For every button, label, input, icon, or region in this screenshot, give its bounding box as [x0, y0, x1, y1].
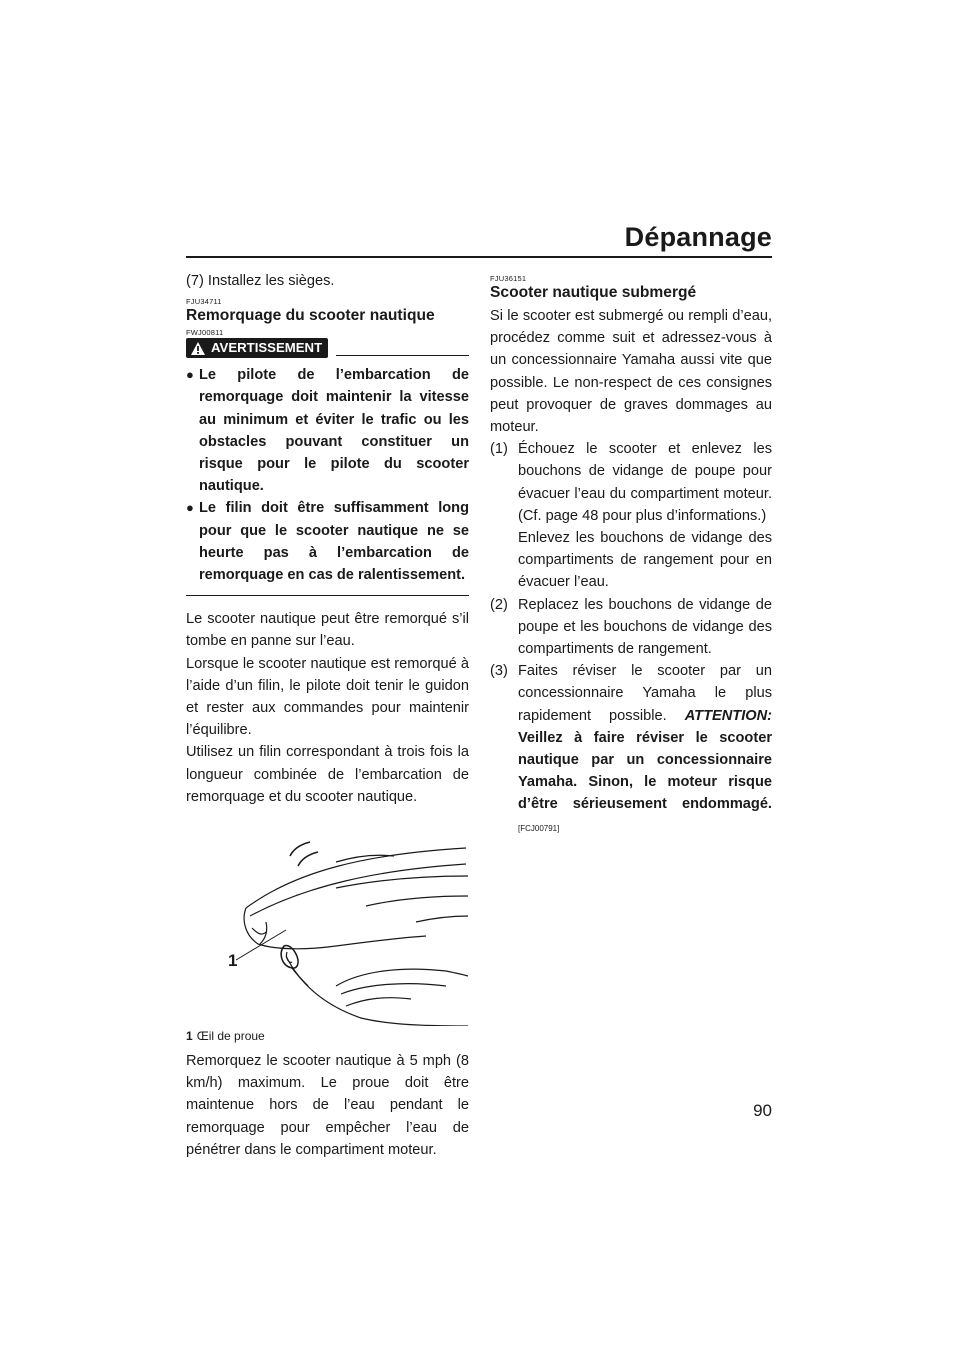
section-code: FJU34711	[186, 297, 222, 307]
step-item	[490, 438, 772, 593]
warning-item	[186, 497, 469, 586]
right-column	[490, 270, 772, 840]
step-7: (7) Installez les sièges.	[186, 273, 335, 289]
reference-code: [FCJ00791]	[518, 823, 560, 833]
paragraph: Lorsque le scooter nautique est remorqué à l’aide d’un filin, le pilote doit tenir le guidon et rester aux commandes pour maintenir l’équilibre.	[186, 655, 469, 739]
bullet-icon: ●	[186, 500, 194, 516]
paragraph: Utilisez un filin correspondant à trois fois la longueur combinée de l’embarcation de remorquage et du scooter nautique.	[186, 744, 469, 805]
warning-rule	[336, 355, 469, 357]
step-text: Replacez les bouchons de vidange de poupe et les bouchons de vidange des compartiments de rangement.	[518, 596, 772, 658]
warning-item-text: Le pilote de l’embarcation de remorquage doit maintenir la vitesse au minimum et éviter le trafic ou les obstacles pouvant constituer un risque pour le pilote du scooter nautique.	[199, 367, 469, 495]
step-text-main: Faites réviser le scooter par un concessionnaire Yamaha le plus rapidement possible.	[518, 663, 772, 724]
step-text	[518, 438, 772, 593]
warning-triangle-icon	[190, 341, 206, 356]
warning-item	[186, 364, 469, 497]
paragraph: Si le scooter est submergé ou rempli d’eau, procédez comme suit et adressez-vous à un concessionnaire Yamaha aussi vite que possible. Le non-respect de ces consignes peut provoquer de graves dommages au moteur.	[490, 308, 772, 436]
attention-text: Veillez à faire réviser le scooter nautique par un concessionnaire Yamaha. Sinon, le moteur risque d’être sérieusement endommagé.	[518, 729, 772, 813]
attention-label: ATTENTION:	[684, 707, 772, 724]
step-text-main: Échouez le scooter et enlevez les bouchons de vidange de poupe pour évacuer l’eau du compartiment moteur. (Cf. page 48 pour plus d’informations.)	[518, 441, 772, 524]
step-number: (3)	[490, 663, 508, 680]
step-number: (1)	[490, 441, 508, 458]
warning-body	[186, 364, 469, 596]
page-title: Dépannage	[624, 222, 772, 252]
warning-label: AVERTISSEMENT	[211, 340, 323, 356]
warning-item-text: Le filin doit être suffisamment long pour que le scooter nautique ne se heurte pas à l’embarcation de remorquage en cas de ralentissement.	[199, 500, 469, 584]
warning-badge	[186, 338, 328, 358]
bow-eye-figure	[186, 826, 469, 1026]
section-code: FJU36151	[490, 274, 527, 283]
caption-text: Œil de proue	[196, 1029, 265, 1044]
step-item	[490, 594, 772, 661]
watercraft-bow-illustration	[186, 826, 469, 1026]
paragraph: Remorquez le scooter nautique à 5 mph (8 km/h) maximum. Le proue doit être maintenue hors de l’eau pendant le remorquage pour empêcher l’eau de pénétrer dans le compartiment moteur.	[186, 1053, 469, 1158]
callout-number: 1	[228, 951, 238, 971]
figure-caption	[186, 1028, 469, 1044]
left-column	[186, 270, 469, 1161]
bullet-icon: ●	[186, 367, 194, 383]
step-item	[490, 660, 772, 840]
page-number: 90	[753, 1101, 772, 1120]
step-number: (2)	[490, 596, 508, 613]
step-text	[518, 660, 772, 840]
caption-number: 1	[186, 1029, 193, 1044]
step-text-extra: Enlevez les bouchons de vidange des compartiments de rangement pour en évacuer l’eau.	[518, 530, 772, 591]
header-rule	[186, 256, 772, 258]
section-title-submerged: Scooter nautique submergé	[490, 284, 697, 301]
warning-code: FWJ00811	[186, 328, 224, 338]
section-title-towing: Remorquage du scooter nautique	[186, 307, 435, 325]
warning-header	[186, 338, 469, 358]
paragraph: Le scooter nautique peut être remorqué s’il tombe en panne sur l’eau.	[186, 611, 469, 650]
